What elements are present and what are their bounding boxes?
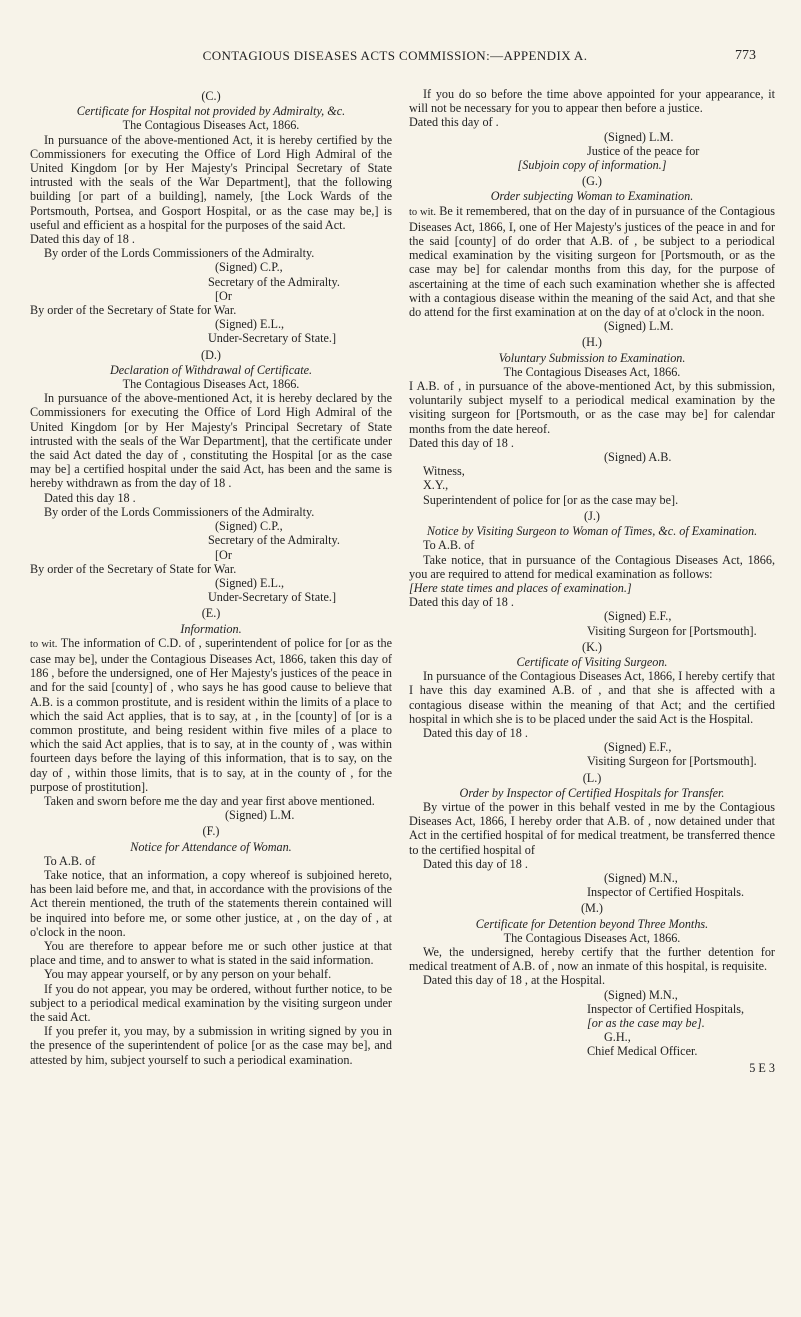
form-c-undersecretary: Under-Secretary of State.] — [208, 331, 337, 346]
right-column — [409, 87, 775, 1075]
form-f-para-2: You are therefore to appear before me or such other justice at that place and time, and to answer to what is stated in the said information. — [30, 938, 392, 968]
signature-mark: 5 E 3 — [749, 1060, 775, 1075]
form-h-xy: X.Y., — [423, 478, 449, 493]
form-m-dated: Dated this day of 18 , at the Hospital. — [423, 973, 606, 988]
form-c-signed-war: (Signed) E.L., — [215, 317, 285, 332]
form-j-to: To A.B. of — [423, 538, 475, 553]
form-m-or: [or as the case may be]. — [587, 1016, 705, 1030]
form-d-signed-war: (Signed) E.L., — [215, 575, 285, 590]
form-c-secretary: Secretary of the Admiralty. — [208, 274, 340, 289]
form-h-act: The Contagious Diseases Act, 1866. — [503, 364, 681, 379]
form-c-body: In pursuance of the above-mentioned Act, it is hereby certified by the Commissioners for executing the Office of Lord High Admiral of the United Kingdom [or by Her Majesty's Principal Secretary of State intrusted with the seals of the War Department], that the following building [or part of a building], namely, [the Lock Wards of the Portsmouth, Portsea, and Gosport Hospital, or as the case may be,] is useful and efficient as a hospital for the purposes of the said Act. — [30, 132, 392, 232]
form-h-body: I A.B. of , in pursuance of the above-mentioned Act, by this submission, voluntarily subject myself to a periodical medical examination by the visiting surgeon for [Portsmouth, or as the case may be] for calendar months from the date hereof. — [409, 379, 775, 436]
form-m-title: Certificate for Detention beyond Three Months. — [475, 916, 709, 931]
form-f-subjoin: [Subjoin copy of information.] — [517, 158, 667, 173]
form-d-order: By order of the Lords Commissioners of the Admiralty. — [44, 504, 315, 519]
form-l-label: (L.) — [582, 770, 602, 785]
form-m-label: (M.) — [580, 901, 603, 916]
form-c-label: (C.) — [201, 89, 221, 103]
form-m-gh: G.H., — [604, 1030, 631, 1045]
form-e-body-text: The information of C.D. of , superintendent of police for [or as the case may be], under the Contagious Diseases Act, 1866, taken this day of 186 , before the undersigned, one of Her Majesty's justices of the peace in and for the said [county] of , who says he has good cause to believe that A.B. is a common prostitute, and is resident within the limits of a place to which the said Act applies, that is to say, at , in the [county] of [or is a common prostitute, and being resident within five miles of a place to which the said Act applies, that is to say, at in the county of , was within fourteen days before the laying of this information, that is to say, on the day of , within those limits, that is to say, at in the county of , for the purpose of prostitution]. — [30, 635, 392, 794]
form-c-title: Certificate for Hospital not provided by Admiralty, &c. — [76, 104, 346, 119]
form-m-act: The Contagious Diseases Act, 1866. — [503, 930, 681, 945]
form-d-undersecretary: Under-Secretary of State.] — [208, 590, 337, 605]
form-d-secretary: Secretary of the Admiralty. — [208, 533, 340, 548]
form-j-signed: (Signed) E.F., — [604, 609, 672, 624]
form-f-label: (F.) — [202, 824, 220, 839]
form-k-body: In pursuance of the Contagious Diseases Act, 1866, I hereby certify that I have this day examined A.B. of , and that she is affected with a contagious disease within the meaning of that Act; and the certified hospital in which she is to be placed under the said Act is the Hospital. — [409, 669, 775, 726]
form-e-to-wit: to wit. — [30, 638, 58, 650]
form-c-order-war: By order of the Secretary of State for War. — [30, 303, 237, 318]
form-e-taken: Taken and sworn before me the day and year first above mentioned. — [44, 793, 375, 808]
form-f-to: To A.B. of — [44, 853, 96, 868]
form-j-dated: Dated this day of 18 . — [409, 595, 514, 610]
form-j-here: [Here state times and places of examination.] — [409, 580, 632, 595]
form-d-signed: (Signed) C.P., — [215, 519, 283, 534]
form-f-signed: (Signed) L.M. — [604, 129, 674, 144]
form-h-witness: Witness, — [423, 464, 465, 479]
form-m-inspector: Inspector of Certified Hospitals, — [587, 1001, 745, 1016]
form-f-dated: Dated this day of . — [409, 115, 499, 130]
form-d-act: The Contagious Diseases Act, 1866. — [122, 377, 300, 392]
form-j-label: (J.) — [584, 508, 600, 523]
form-e-title: Information. — [180, 621, 242, 636]
form-l-dated: Dated this day of 18 . — [423, 856, 528, 871]
form-d-order-war: By order of the Secretary of State for War. — [30, 561, 237, 576]
form-g-label: (G.) — [582, 174, 602, 189]
running-title: CONTAGIOUS DISEASES ACTS COMMISSION:—APPENDIX A. — [202, 48, 588, 63]
form-g-signed: (Signed) L.M. — [604, 319, 674, 334]
form-f-para-6: If you do so before the time above appointed for your appearance, it will not be necessary for you to appear then before a justice. — [409, 87, 775, 116]
form-e-label: (E.) — [201, 606, 221, 621]
form-k-visiting: Visiting Surgeon for [Portsmouth]. — [587, 754, 757, 769]
form-k-dated: Dated this day of 18 . — [423, 725, 528, 740]
form-m-chief: Chief Medical Officer. — [587, 1044, 698, 1059]
form-f-title: Notice for Attendance of Woman. — [130, 839, 292, 854]
form-m-body: We, the undersigned, hereby certify that the further detention for medical treatment of A.B. of , now an inmate of this hospital, is requisite. — [409, 944, 775, 974]
form-l-inspector: Inspector of Certified Hospitals. — [587, 885, 745, 900]
form-c-or: [Or — [215, 288, 232, 303]
page-header — [0, 48, 801, 68]
form-m-signed: (Signed) M.N., — [604, 987, 678, 1002]
page-number: 773 — [735, 48, 756, 63]
form-h-signed: (Signed) A.B. — [604, 450, 672, 465]
left-column — [30, 87, 392, 1067]
form-l-body: By virtue of the power in this behalf vested in me by the Contagious Diseases Act, 1866, I hereby order that A.B. of , now detained under that Act in the certified hospital of for medical treatment, be transferred thence to the certified hospital of — [409, 799, 775, 857]
form-e-signed: (Signed) L.M. — [225, 808, 295, 823]
form-j-visiting: Visiting Surgeon for [Portsmouth]. — [587, 623, 757, 638]
form-c-order: By order of the Lords Commissioners of the Admiralty. — [44, 246, 315, 261]
form-d-dated: Dated this day 18 . — [44, 490, 136, 505]
form-l-title: Order by Inspector of Certified Hospitals for Transfer. — [459, 785, 725, 800]
form-f-para-3: You may appear yourself, or by any person on your behalf. — [44, 967, 332, 982]
form-j-body: Take notice, that in pursuance of the Contagious Diseases Act, 1866, you are required to attend for medical examination as follows: — [409, 552, 775, 581]
form-j-title: Notice by Visiting Surgeon to Woman of Times, &c. of Examination. — [426, 524, 758, 539]
form-h-label: (H.) — [582, 335, 602, 350]
form-g-body — [409, 204, 775, 320]
form-e-body — [30, 636, 392, 794]
form-l-signed: (Signed) M.N., — [604, 870, 678, 885]
form-h-dated: Dated this day of 18 . — [409, 435, 514, 450]
form-h-superintendent: Superintendent of police for [or as the case may be]. — [423, 492, 679, 507]
form-g-title: Order subjecting Woman to Examination. — [490, 189, 694, 204]
form-d-body: In pursuance of the above-mentioned Act, it is hereby declared by the Commissioners for executing the Office of Lord High Admiral of the United Kingdom [or by Her Majesty's Principal Secretary of State intrusted with the seals of the War Department], that the certificate under the said Act dated the day of , constituting the Hospital [or as the case may be] a certified hospital under the said Act, has been and the same is hereby withdrawn as from the day of 18 . — [30, 391, 392, 491]
form-g-to-wit: to wit. — [409, 206, 437, 218]
form-k-title: Certificate of Visiting Surgeon. — [516, 654, 668, 669]
form-f-body: Take notice, that an information, a copy whereof is subjoined hereto, has been laid before me, and that, in accordance with the provisions of the Act therein mentioned, the truth of the statements therein contained will be inquired into before me, or some other justice, at , on the day of , at o'clock in the noon. — [30, 867, 392, 939]
form-f-justice: Justice of the peace for — [587, 143, 700, 158]
form-k-label: (K.) — [582, 639, 602, 654]
form-g-body-text: Be it remembered, that on the day of in pursuance of the Contagious Diseases Act, 1866, I, one of Her Majesty's justices of the peace in and for the said [county] of do order that A.B. of , be subject to a periodical medical examination by the visiting surgeon for [Portsmouth, or as the case may be] for calendar months from this day, for the purpose of ascertaining at the time of each such examination whether she is affected with a contagious disease within the meaning of the said Act, and that she do attend for the first examination at on the day of at o'clock in the noon. — [409, 203, 775, 320]
form-k-signed: (Signed) E.F., — [604, 740, 672, 755]
form-c-dated: Dated this day of 18 . — [30, 232, 135, 247]
form-c-act: The Contagious Diseases Act, 1866. — [122, 118, 300, 133]
form-d-or: [Or — [215, 547, 232, 562]
form-d-title: Declaration of Withdrawal of Certificate. — [109, 362, 313, 377]
form-f-para-4: If you do not appear, you may be ordered, without further notice, to be subject to a periodical medical examination by the visiting surgeon under the said Act. — [30, 981, 392, 1024]
form-h-title: Voluntary Submission to Examination. — [498, 350, 686, 365]
form-c-signed: (Signed) C.P., — [215, 260, 283, 275]
form-f-para-5: If you prefer it, you may, by a submission in writing signed by you in the presence of the superintendent of police [or as the case may be], and attested by him, subject yourself to such a periodical examination. — [30, 1024, 392, 1067]
form-d-label: (D.) — [201, 347, 221, 362]
